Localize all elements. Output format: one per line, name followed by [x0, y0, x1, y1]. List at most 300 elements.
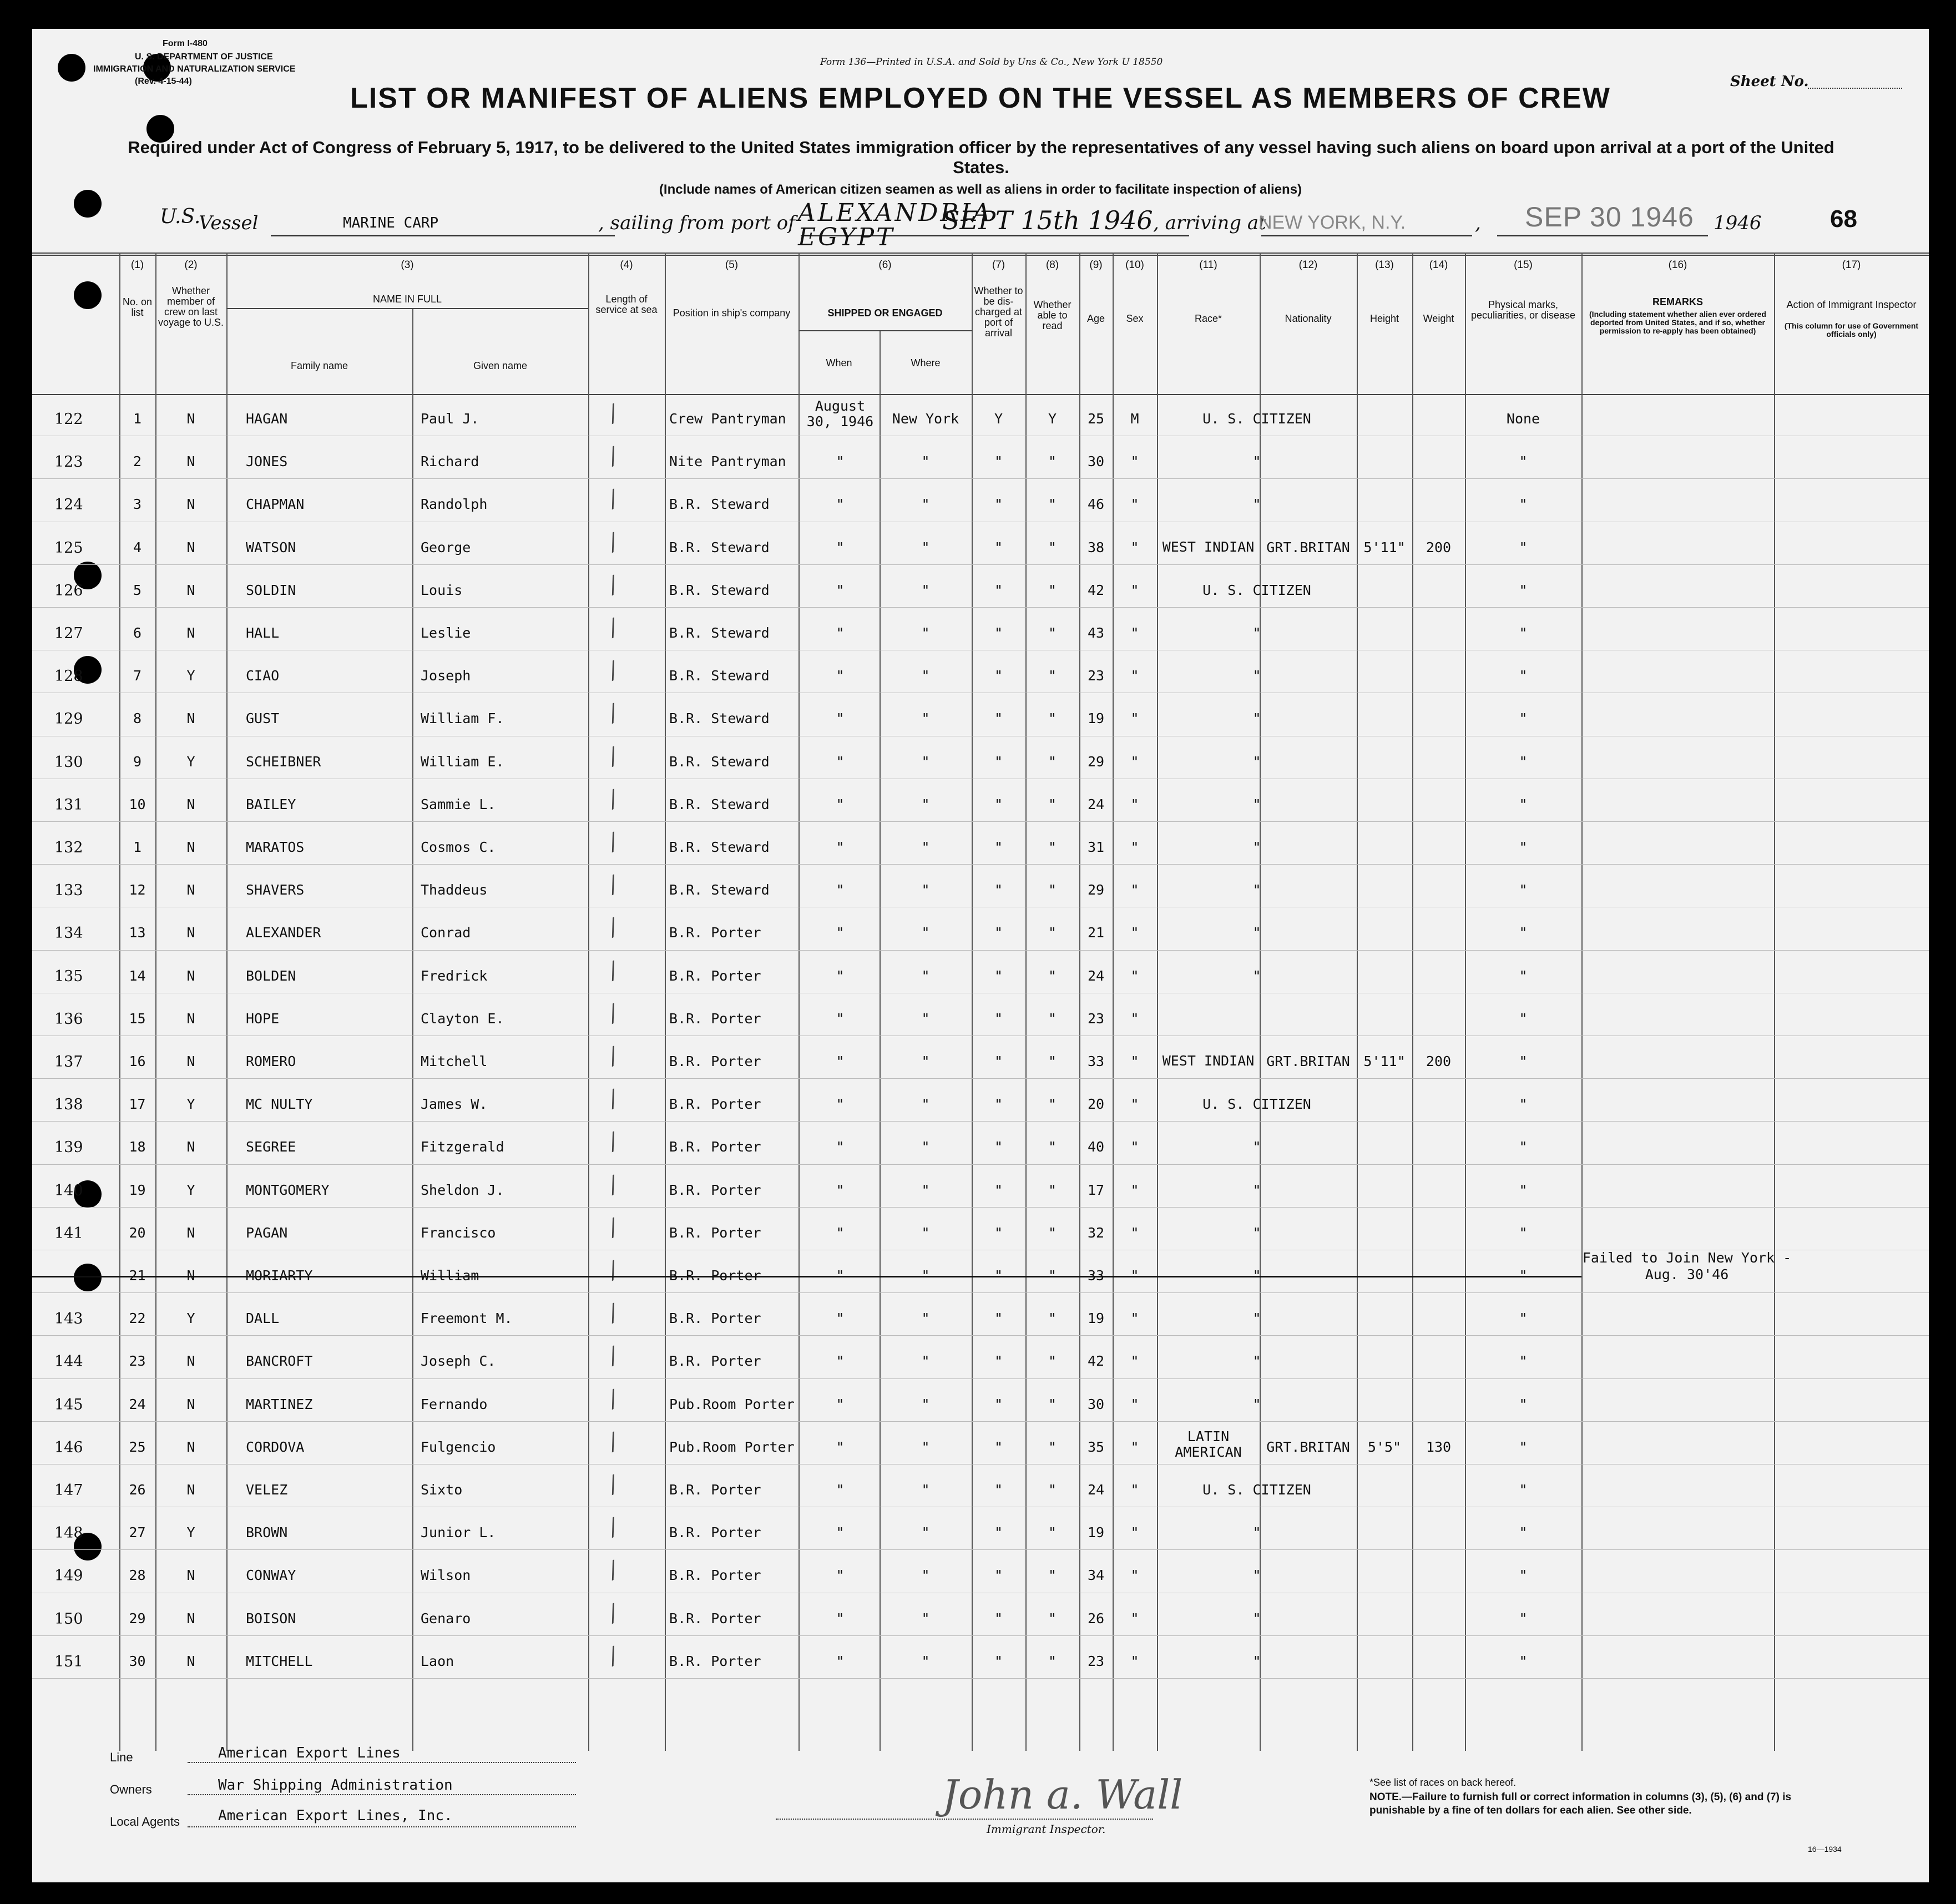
cell-age: 21 [1087, 925, 1105, 941]
cell-prev: N [186, 1396, 195, 1412]
cell-prev: Y [186, 1310, 195, 1327]
cell-read: " [1048, 1438, 1057, 1455]
cell-read: " [1048, 1139, 1057, 1155]
cell-given: Sheldon J. [421, 1181, 504, 1198]
cell-no: 22 [129, 1310, 146, 1327]
cell-age: 19 [1087, 1310, 1105, 1327]
cell-position: B.R. Porter [669, 1053, 761, 1069]
cell-given: Fredrick [421, 967, 488, 984]
header-nationality: Nationality [1285, 313, 1332, 324]
row-rule [32, 1335, 1929, 1336]
cell-position: Crew Pantryman [669, 411, 786, 427]
cell-position: B.R. Steward [669, 839, 770, 855]
service-check-mark: / [604, 1300, 622, 1326]
cell-prev: N [186, 1438, 195, 1455]
cell-given: Fernando [421, 1396, 488, 1412]
service-check-mark: / [604, 1214, 622, 1241]
cell-disch: " [994, 1610, 1003, 1627]
cell-position: B.R. Porter [669, 1096, 761, 1113]
cell-when: " [836, 1396, 845, 1412]
cell-prev: N [186, 925, 195, 941]
include-note: (Include names of American citizen seamen as well as aliens in order to facilitate inspection of aliens) [659, 182, 1302, 197]
cell-given: Richard [421, 453, 479, 470]
cell-sex: " [1130, 1224, 1139, 1241]
service-check-mark: / [604, 1428, 622, 1455]
col-num: (8) [1045, 259, 1059, 271]
cell-race: " [1252, 1139, 1261, 1155]
cell-position: B.R. Porter [669, 1224, 761, 1241]
cell-sex: " [1130, 539, 1139, 555]
cell-phys: " [1519, 1353, 1528, 1370]
cell-race: " [1252, 753, 1261, 770]
cell-when: " [836, 625, 845, 641]
cell-when: " [836, 1653, 845, 1669]
header-height: Height [1369, 313, 1399, 324]
sailing-date: SEPT 15th 1946 [942, 205, 1153, 235]
cell-family: BAILEY [246, 796, 296, 812]
service-check-mark: / [604, 1385, 622, 1412]
header-where: Where [911, 357, 941, 368]
cell-disch: " [994, 1224, 1003, 1241]
cell-disch: " [994, 1139, 1003, 1155]
cell-sex: " [1130, 925, 1139, 941]
cell-family: HALL [246, 625, 280, 641]
header-no: No. on list [122, 296, 153, 318]
cell-no: 24 [129, 1396, 146, 1412]
cell-when: " [836, 839, 845, 855]
cell-when: " [836, 1610, 845, 1627]
service-check-mark: / [604, 871, 622, 898]
service-check-mark: / [604, 657, 622, 684]
cell-when: " [836, 582, 845, 598]
cell-age: 35 [1087, 1438, 1105, 1455]
cell-prev: Y [186, 1524, 195, 1541]
cell-no: 7 [133, 668, 142, 684]
service-check-mark: / [604, 1342, 622, 1370]
cell-position: B.R. Porter [669, 1310, 761, 1327]
cell-phys: " [1519, 1610, 1528, 1627]
cell-position: Pub.Room Porter [669, 1396, 795, 1412]
cell-given: William E. [421, 753, 504, 770]
cell-age: 33 [1087, 1267, 1105, 1284]
revision: (Rev. 4-15-44) [135, 77, 192, 86]
cell-given: Clayton E. [421, 1010, 504, 1027]
cell-position: B.R. Steward [669, 796, 770, 812]
page-title: LIST OR MANIFEST OF ALIENS EMPLOYED ON THE VESSEL AS MEMBERS OF CREW [350, 82, 1611, 114]
sheet-label: Sheet No. [1730, 73, 1809, 90]
header-weight: Weight [1423, 313, 1454, 324]
cell-read: " [1048, 1524, 1057, 1541]
cell-sex: " [1130, 1010, 1139, 1027]
cell-family: MITCHELL [246, 1653, 313, 1669]
arriving-port: NEW YORK, N.Y. [1258, 212, 1406, 233]
cell-age: 43 [1087, 625, 1105, 641]
cell-read: " [1048, 753, 1057, 770]
cell-given: Junior L. [421, 1524, 496, 1541]
cell-no: 2 [133, 453, 142, 470]
page-subtitle: Required under Act of Congress of February 5, 1917, to be delivered to the United States immigration officer by the representatives of any vessel having such aliens on board upon arrival at a port of the United States. [128, 138, 1834, 177]
cell-where: " [921, 496, 930, 513]
service-check-mark: / [604, 1557, 622, 1584]
agents-blank [188, 1826, 576, 1827]
cell-family: MARATOS [246, 839, 305, 855]
cell-line: 133 [54, 882, 83, 900]
cell-prev: Y [186, 668, 195, 684]
cell-age: 23 [1087, 1653, 1105, 1669]
cell-prev: N [186, 839, 195, 855]
header-discharged: Whether to be dis-charged at port of arrival [974, 285, 1023, 339]
cell-read: " [1048, 1567, 1057, 1584]
cell-prev: N [186, 453, 195, 470]
cell-family: CIAO [246, 668, 280, 684]
service-check-mark: / [604, 400, 622, 427]
cell-where: " [921, 967, 930, 984]
cell-position: B.R. Porter [669, 1139, 761, 1155]
cell-read: " [1048, 1653, 1057, 1669]
cell-phys: " [1519, 1653, 1528, 1669]
cell-disch: " [994, 1310, 1003, 1327]
cell-no: 18 [129, 1139, 146, 1155]
service-check-mark: / [604, 1514, 622, 1541]
cell-read: " [1048, 582, 1057, 598]
cell-age: 40 [1087, 1139, 1105, 1155]
col-num: (16) [1668, 259, 1687, 271]
cell-age: 23 [1087, 668, 1105, 684]
cell-given: Francisco [421, 1224, 496, 1241]
cell-phys: " [1519, 1224, 1528, 1241]
cell-prev: N [186, 710, 195, 727]
cell-when: " [836, 1267, 845, 1284]
cell-where: " [921, 1610, 930, 1627]
row-rule [32, 1635, 1929, 1636]
cell-when: " [836, 967, 845, 984]
cell-disch: Y [994, 411, 1003, 427]
cell-family: VELEZ [246, 1482, 288, 1498]
cell-sex: " [1130, 668, 1139, 684]
service-check-mark: / [604, 743, 622, 770]
cell-race: U. S. CITIZEN [1202, 1482, 1311, 1498]
col-num: (12) [1298, 259, 1318, 271]
cell-disch: " [994, 882, 1003, 898]
cell-where: " [921, 1267, 930, 1284]
cell-family: ROMERO [246, 1053, 296, 1069]
cell-disch: " [994, 1181, 1003, 1198]
cell-age: 29 [1087, 882, 1105, 898]
cell-position: B.R. Porter [669, 925, 761, 941]
cell-line: 146 [54, 1438, 83, 1456]
cell-age: 32 [1087, 1224, 1105, 1241]
cell-race: U. S. CITIZEN [1202, 582, 1311, 598]
col-num: (17) [1842, 259, 1861, 271]
cell-read: " [1048, 539, 1057, 555]
cell-age: 19 [1087, 1524, 1105, 1541]
row-rule [32, 864, 1929, 865]
cell-phys: " [1519, 539, 1528, 555]
service-check-mark: / [604, 486, 622, 513]
cell-sex: " [1130, 967, 1139, 984]
cell-prev: N [186, 882, 195, 898]
header-action-sub: (This column for use of Government officials only) [1784, 321, 1919, 339]
cell-family: MARTINEZ [246, 1396, 313, 1412]
cell-line: 149 [54, 1567, 83, 1585]
header-age: Age [1086, 313, 1105, 324]
cell-family: GUST [246, 710, 280, 727]
cell-no: 9 [133, 753, 142, 770]
punch-hole [58, 54, 85, 82]
cell-read: " [1048, 839, 1057, 855]
page-number: 68 [1830, 205, 1857, 233]
cell-family: BROWN [246, 1524, 288, 1541]
cell-when: " [836, 1524, 845, 1541]
cell-age: 25 [1087, 411, 1105, 427]
cell-age: 30 [1087, 453, 1105, 470]
cell-race: " [1252, 1267, 1261, 1284]
arriving-underline [1261, 235, 1472, 236]
cell-given: Joseph [421, 668, 471, 684]
cell-line: 122 [54, 411, 83, 428]
cell-given: Laon [421, 1653, 454, 1669]
cell-phys: " [1519, 668, 1528, 684]
cell-sex: " [1130, 1053, 1139, 1069]
cell-position: B.R. Steward [669, 582, 770, 598]
cell-race: " [1252, 1181, 1261, 1198]
cell-given: Sixto [421, 1482, 463, 1498]
row-rule [32, 1292, 1929, 1293]
cell-given: Wilson [421, 1567, 471, 1584]
cell-when: " [836, 1353, 845, 1370]
row-rule [32, 1078, 1929, 1079]
row-rule [32, 1378, 1929, 1379]
cell-phys: " [1519, 1524, 1528, 1541]
col-num: (11) [1199, 259, 1217, 271]
cell-prev: Y [186, 753, 195, 770]
cell-sex: " [1130, 1653, 1139, 1669]
cell-read: " [1048, 1267, 1057, 1284]
owners-value: War Shipping Administration [218, 1777, 453, 1794]
cell-where: " [921, 453, 930, 470]
cell-position: B.R. Steward [669, 710, 770, 727]
cell-phys: None [1506, 411, 1540, 427]
cell-remarks: Failed to Join New York - Aug. 30'46 [1582, 1250, 1792, 1282]
header-remarks-sub: (Including statement whether alien ever ordered deported from United States, and if so, whether permission to re-apply has been obtained) [1589, 310, 1766, 335]
cell-where: New York [892, 411, 959, 427]
owners-blank [188, 1794, 576, 1795]
header-physical: Physical marks, peculiarities, or disease [1470, 299, 1576, 321]
cell-race: " [1252, 496, 1261, 513]
row-rule [32, 1549, 1929, 1550]
service-check-mark: / [604, 1471, 622, 1498]
cell-read: " [1048, 1053, 1057, 1069]
cell-prev: N [186, 1053, 195, 1069]
cell-family: HAGAN [246, 411, 288, 427]
cell-line: 128 [54, 668, 83, 685]
cell-position: Pub.Room Porter [669, 1438, 795, 1455]
cell-position: B.R. Porter [669, 1267, 761, 1284]
col-num: (9) [1089, 259, 1103, 271]
cell-given: Leslie [421, 625, 471, 641]
cell-disch: " [994, 1653, 1003, 1669]
cell-race: " [1252, 796, 1261, 812]
cell-when: " [836, 710, 845, 727]
cell-line: 148 [54, 1524, 83, 1542]
cell-age: 33 [1087, 1053, 1105, 1069]
cell-read: " [1048, 796, 1057, 812]
row-rule [32, 1678, 1929, 1679]
cell-where: " [921, 625, 930, 641]
cell-phys: " [1519, 1310, 1528, 1327]
header-length: Length of service at sea [595, 294, 658, 315]
service-check-mark: / [604, 572, 622, 598]
cell-position: B.R. Porter [669, 1524, 761, 1541]
cell-sex: " [1130, 1524, 1139, 1541]
cell-when: " [836, 1181, 845, 1198]
cell-position: B.R. Porter [669, 1482, 761, 1498]
cell-read: " [1048, 1096, 1057, 1113]
cell-line: 150 [54, 1610, 83, 1628]
col-num: (13) [1375, 259, 1394, 271]
cell-disch: " [994, 1438, 1003, 1455]
cell-where: " [921, 1139, 930, 1155]
col-num: (4) [620, 259, 633, 271]
cell-no: 20 [129, 1224, 146, 1241]
cell-race: " [1252, 1353, 1261, 1370]
cell-read: " [1048, 1224, 1057, 1241]
cell-disch: " [994, 1396, 1003, 1412]
cell-where: " [921, 753, 930, 770]
cell-where: " [921, 882, 930, 898]
cell-line: 129 [54, 710, 83, 728]
vessel-prefix: U.S. [160, 205, 201, 228]
cell-given: James W. [421, 1096, 488, 1113]
cell-disch: " [994, 1567, 1003, 1584]
cell-disch: " [994, 625, 1003, 641]
cell-no: 16 [129, 1053, 146, 1069]
cell-line: 132 [54, 839, 83, 856]
cell-phys: " [1519, 1053, 1528, 1069]
strike-through [32, 1276, 1581, 1277]
service-check-mark: / [604, 1643, 622, 1669]
cell-prev: N [186, 967, 195, 984]
cell-no: 1 [133, 839, 142, 855]
cell-phys: " [1519, 1181, 1528, 1198]
service-check-mark: / [604, 443, 622, 469]
cell-disch: " [994, 839, 1003, 855]
cell-family: BOLDEN [246, 967, 296, 984]
cell-weight: 130 [1426, 1438, 1452, 1455]
cell-no: 29 [129, 1610, 146, 1627]
service-check-mark: / [604, 829, 622, 855]
cell-race: " [1252, 1224, 1261, 1241]
cell-age: 30 [1087, 1396, 1105, 1412]
cell-given: William F. [421, 710, 504, 727]
cell-no: 1 [133, 411, 142, 427]
cell-age: 42 [1087, 1353, 1105, 1370]
service-check-mark: / [604, 1128, 622, 1155]
cell-no: 28 [129, 1567, 146, 1584]
cell-race: U. S. CITIZEN [1202, 1096, 1311, 1113]
cell-given: Paul J. [421, 411, 479, 427]
cell-line: 135 [54, 967, 83, 985]
cell-phys: " [1519, 967, 1528, 984]
cell-no: 25 [129, 1438, 146, 1455]
header-bottom-border [32, 394, 1929, 395]
cell-read: Y [1048, 411, 1057, 427]
year: 1946 [1714, 212, 1762, 234]
cell-family: SCHEIBNER [246, 753, 321, 770]
cell-age: 42 [1087, 582, 1105, 598]
inspector-label: Immigrant Inspector. [987, 1822, 1106, 1836]
cell-read: " [1048, 1482, 1057, 1498]
cell-sex: " [1130, 1181, 1139, 1198]
cell-family: BANCROFT [246, 1353, 313, 1370]
cell-position: Nite Pantryman [669, 453, 786, 470]
cell-age: 24 [1087, 967, 1105, 984]
cell-line: 147 [54, 1482, 83, 1499]
cell-sex: " [1130, 1096, 1139, 1113]
cell-given: Thaddeus [421, 882, 488, 898]
cell-family: SEGREE [246, 1139, 296, 1155]
cell-when: " [836, 1567, 845, 1584]
service-check-mark: / [604, 1085, 622, 1112]
cell-disch: " [994, 1482, 1003, 1498]
cell-sex: " [1130, 882, 1139, 898]
cell-where: " [921, 1353, 930, 1370]
cell-line: 138 [54, 1096, 83, 1114]
cell-where: " [921, 1053, 930, 1069]
cell-phys: " [1519, 496, 1528, 513]
cell-race: " [1252, 967, 1261, 984]
service-check-mark: / [604, 1599, 622, 1627]
cell-read: " [1048, 710, 1057, 727]
cell-race: " [1252, 453, 1261, 470]
cell-phys: " [1519, 1396, 1528, 1412]
col-num: (14) [1429, 259, 1448, 271]
cell-line: 125 [54, 539, 83, 557]
cell-line: 143 [54, 1310, 83, 1328]
cell-age: 23 [1087, 1010, 1105, 1027]
cell-family: BOISON [246, 1610, 296, 1627]
cell-line: 141 [54, 1224, 83, 1242]
line-value: American Export Lines [218, 1745, 401, 1761]
cell-when: " [836, 496, 845, 513]
cell-race: " [1252, 839, 1261, 855]
cell-line: 139 [54, 1139, 83, 1156]
cell-family: CHAPMAN [246, 496, 305, 513]
cell-no: 4 [133, 539, 142, 555]
form-code: 16—1934 [1808, 1845, 1842, 1854]
cell-age: 46 [1087, 496, 1105, 513]
cell-read: " [1048, 882, 1057, 898]
cell-no: 23 [129, 1353, 146, 1370]
cell-phys: " [1519, 753, 1528, 770]
cell-no: 26 [129, 1482, 146, 1498]
service-check-mark: / [604, 1171, 622, 1198]
cell-sex: " [1130, 1567, 1139, 1584]
cell-prev: N [186, 1482, 195, 1498]
cell-race: " [1252, 1524, 1261, 1541]
cell-sex: " [1130, 625, 1139, 641]
header-position: Position in ship's company [673, 307, 791, 319]
cell-where: " [921, 710, 930, 727]
cell-prev: N [186, 796, 195, 812]
cell-no: 6 [133, 625, 142, 641]
cell-race: " [1252, 710, 1261, 727]
cell-sex: " [1130, 839, 1139, 855]
cell-read: " [1048, 1353, 1057, 1370]
cell-prev: N [186, 1567, 195, 1584]
form-number: Form I-480 [163, 39, 208, 48]
cell-age: 20 [1087, 1096, 1105, 1113]
